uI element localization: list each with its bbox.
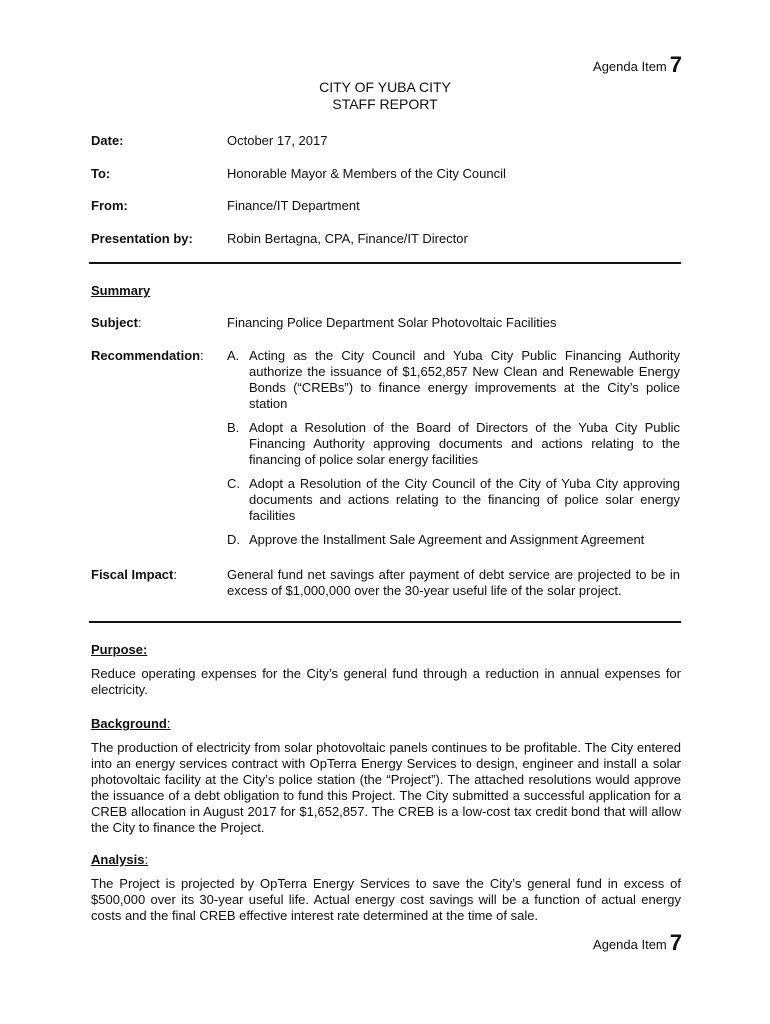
agenda-item-label: Agenda Item	[593, 59, 667, 74]
recommendation-item	[227, 532, 680, 548]
fiscal-impact-label: Fiscal Impact:	[91, 567, 177, 582]
background-heading: Background:	[91, 716, 171, 731]
subject-label: Subject:	[91, 315, 142, 330]
to-label: To:	[91, 166, 111, 181]
date-value: October 17, 2017	[227, 133, 328, 148]
divider-top	[89, 262, 681, 264]
recommendation-item	[227, 476, 680, 524]
agenda-item-label: Agenda Item	[593, 937, 667, 952]
recommendation-item	[227, 348, 680, 412]
recommendation-letter: A.	[227, 348, 240, 363]
analysis-heading: Analysis:	[91, 852, 149, 867]
recommendation-letter: B.	[227, 420, 240, 435]
agenda-item-number: 7	[669, 930, 682, 955]
recommendation-text: Approve the Installment Sale Agreement and Assignment Agreement	[249, 532, 645, 547]
recommendation-letter: D.	[227, 532, 240, 547]
presentation-value: Robin Bertagna, CPA, Finance/IT Director	[227, 231, 468, 246]
recommendation-letter: C.	[227, 476, 240, 491]
from-value: Finance/IT Department	[227, 198, 360, 213]
date-label: Date:	[91, 133, 124, 148]
recommendation-text: Acting as the City Council and Yuba City Public Financing Authority authorize the issuance of $1,652,857 New Clean and Renewable Energy Bonds (“CREBs”) to finance energy improvements at the City’s police station	[249, 348, 680, 411]
recommendation-text: Adopt a Resolution of the Board of Directors of the Yuba City Public Financing Authority approving documents and actions relating to the financing of police solar energy facilities	[249, 420, 680, 467]
fiscal-impact-value: General fund net savings after payment of debt service are projected to be in excess of $1,000,000 over the 30-year useful life of the solar project.	[227, 567, 680, 598]
report-title: STAFF REPORT	[332, 96, 438, 112]
recommendation-list	[227, 348, 680, 556]
agenda-item-number: 7	[669, 52, 682, 77]
from-label: From:	[91, 198, 128, 213]
analysis-text: The Project is projected by OpTerra Energy Services to save the City’s general fund in excess of $500,000 over its 30-year useful life. Actual energy cost savings will be a function of actual energy costs and the final CREB effective interest rate determined at the time of sale.	[91, 876, 681, 923]
recommendation-item	[227, 420, 680, 468]
agenda-item-bottom	[593, 930, 682, 956]
summary-heading: Summary	[91, 283, 151, 298]
background-text: The production of electricity from solar photovoltaic panels continues to be profitable. The City entered into an energy services contract with OpTerra Energy Services to design, engineer and install a solar photovoltaic facility at the City’s police station (the “Project”). The attached resolutions would approve the issuance of a debt obligation to fund this Project. The City submitted a successful application for a CREB allocation in August 2017 for $1,652,857. The CREB is a low-cost tax credit bond that will allow the City to finance the Project.	[91, 740, 681, 835]
recommendation-label: Recommendation:	[91, 348, 204, 363]
to-value: Honorable Mayor & Members of the City Council	[227, 166, 506, 181]
presentation-label: Presentation by:	[91, 231, 193, 246]
agenda-item-top	[593, 52, 682, 78]
purpose-text: Reduce operating expenses for the City’s general fund through a reduction in annual expenses for electricity.	[91, 666, 681, 697]
city-title: CITY OF YUBA CITY	[319, 79, 451, 95]
subject-value: Financing Police Department Solar Photovoltaic Facilities	[227, 315, 557, 330]
divider-bottom	[89, 621, 681, 623]
purpose-heading: Purpose:	[91, 642, 148, 657]
recommendation-text: Adopt a Resolution of the City Council of the City of Yuba City approving documents and actions relating to the financing of police solar energy facilities	[249, 476, 680, 523]
